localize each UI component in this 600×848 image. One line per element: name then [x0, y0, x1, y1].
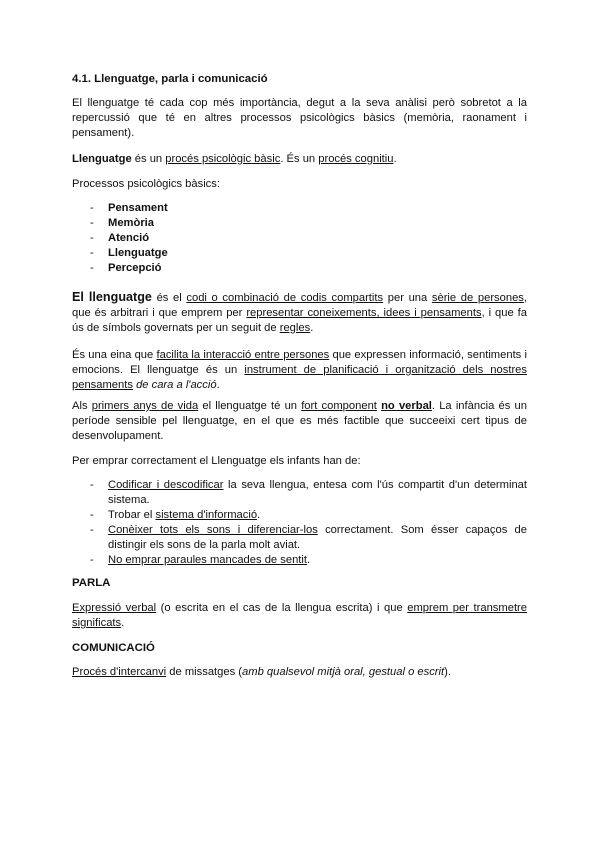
list-item: - Codificar i descodificar la seva llengua, entesa com l'ús compartit d'un determinat sistema. [72, 478, 527, 508]
list-item: - Memòria [72, 216, 527, 231]
underlined-phrase: regles [279, 322, 311, 334]
underlined-phrase: Expressió verbal [72, 602, 157, 614]
paragraph-processes: Processos psicològics bàsics: [72, 178, 220, 190]
list-item: - Percepció [72, 261, 527, 276]
term: Llenguatge [72, 153, 132, 165]
list-item: - Pensament [72, 201, 527, 216]
paragraph-comunicacio: Procés d'intercanvi de missatges (amb qualsevol mitjà oral, gestual o escrit). [72, 666, 451, 678]
underlined-phrase: representar coneixements, idees i pensaments [246, 307, 482, 319]
underlined-phrase: fort component [301, 400, 377, 412]
list-requirements [72, 478, 527, 568]
paragraph-early-years: Als primers anys de vida el llenguatge té un fort component no verbal. La infància és un període sensible pel llenguatge, en el que es més factible que succeeixi cert tipus de desenvolupament. [72, 400, 528, 442]
italic-phrase: amb qualsevol mitjà oral, gestual o escrit [242, 666, 445, 678]
underlined-phrase: instrument de planificació i organització dels nostres pensaments [72, 364, 527, 391]
list-item: - No emprar paraules mancades de sentit. [72, 553, 527, 568]
paragraph-requirements: Per emprar correctament el Llenguatge els infants han de: [72, 455, 361, 467]
list-processes [72, 201, 527, 276]
paragraph-intro: El llenguatge té cada cop més importància, degut a la seva anàlisi però sobretot a la repercussió que té en altres processos psicològics bàsics (memòria, raonament i pensament). [72, 97, 527, 139]
underlined-phrase: sèrie de persones [431, 292, 524, 304]
underlined-phrase: Procés d'intercanvi [72, 666, 167, 678]
underlined-phrase: procés cognitiu [318, 153, 394, 165]
list-item: - Conèixer tots els sons i diferenciar-los correctament. Som ésser capaços de distingir els sons de la parla molt aviat. [72, 523, 527, 553]
term: El llenguatge [72, 290, 152, 304]
underlined-phrase: procés psicològic bàsic [165, 153, 281, 165]
underlined-bold-phrase: no verbal [381, 400, 432, 412]
heading-parla: PARLA [72, 577, 111, 589]
underlined-phrase: emprem per transmetre significats [72, 602, 527, 629]
section-heading: 4.1. Llenguatge, parla i comunicació [72, 73, 268, 85]
underlined-phrase: primers anys de vida [91, 400, 199, 412]
paragraph-parla: Expressió verbal (o escrita en el cas de la llengua escrita) i que emprem per transmetre significats. [72, 602, 527, 629]
underlined-phrase: facilita la interacció entre persones [156, 349, 330, 361]
list-item: - Trobar el sistema d'informació. [72, 508, 527, 523]
paragraph-language-definition: El llenguatge és el codi o combinació de codis compartits per una sèrie de persones, que és arbitrari i que emprem per representar coneixements, idees i pensaments, i que fa ús de símbols governats per un seguit de regles. [72, 290, 528, 334]
list-item: - Llenguatge [72, 246, 527, 261]
heading-comunicacio: COMUNICACIÓ [72, 642, 155, 654]
italic-phrase: de cara a l'acció [136, 379, 217, 391]
list-item: - Atenció [72, 231, 527, 246]
underlined-phrase: codi o combinació de codis compartits [186, 292, 384, 304]
paragraph-definition: Llenguatge és un procés psicològic bàsic. És un procés cognitiu. [72, 153, 397, 165]
paragraph-tool: És una eina que facilita la interacció entre persones que expressen informació, sentiments i emocions. El llenguatge és un instrument de planificació i organització dels nostres pensaments de cara a l'acció. [72, 349, 527, 391]
